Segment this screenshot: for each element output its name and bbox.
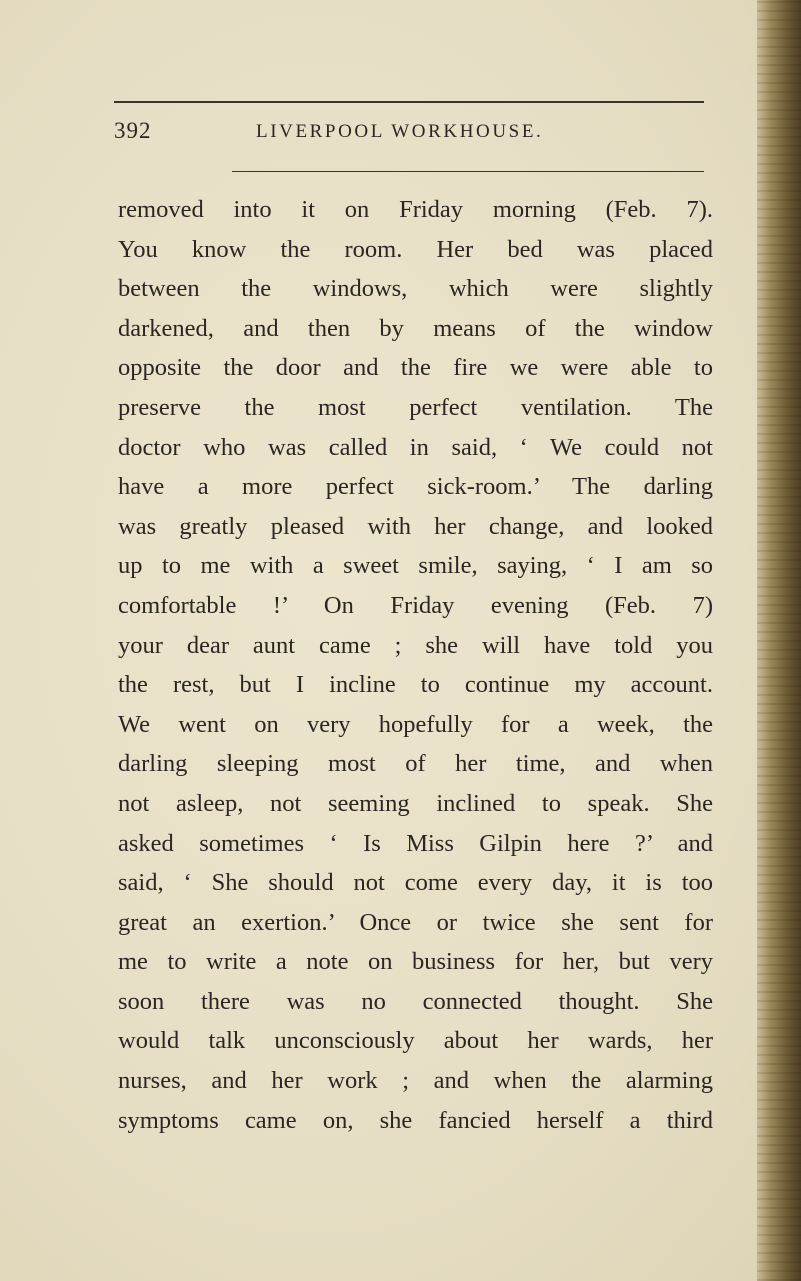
text-line: between the windows, which were slightly xyxy=(118,275,713,303)
text-line: comfortable !’ On Friday evening (Feb. 7) xyxy=(118,591,713,619)
text-line: great an exertion.’ Once or twice she sent for xyxy=(118,908,713,936)
text-line: asked sometimes ‘ Is Miss Gilpin here ?’ and xyxy=(118,829,713,857)
text-line: your dear aunt came ; she will have told you xyxy=(118,631,713,659)
text-line: would talk unconsciously about her wards, her xyxy=(118,1027,713,1055)
text-line: the rest, but I incline to continue my account. xyxy=(118,671,713,699)
text-line: removed into it on Friday morning (Feb. 7). xyxy=(118,196,713,223)
text-line: darkened, and then by means of the window xyxy=(118,314,713,342)
header-rule-top xyxy=(114,101,704,103)
text-line: was greatly pleased with her change, and looked xyxy=(118,512,713,540)
text-line: We went on very hopefully for a week, the xyxy=(118,710,713,738)
text-line: opposite the door and the fire we were able to xyxy=(118,354,713,382)
page-header xyxy=(114,118,704,152)
text-line: up to me with a sweet smile, saying, ‘ I am so xyxy=(118,552,713,580)
text-line: nurses, and her work ; and when the alarming xyxy=(118,1067,713,1095)
running-head: LIVERPOOL WORKHOUSE. xyxy=(256,121,544,142)
text-line: me to write a note on business for her, but very xyxy=(118,948,713,976)
body-paragraph xyxy=(118,190,713,1140)
text-line: doctor who was called in said, ‘ We could not xyxy=(118,433,713,461)
header-rule-bottom xyxy=(232,171,704,172)
text-line: soon there was no connected thought. She xyxy=(118,987,713,1015)
text-line: You know the room. Her bed was placed xyxy=(118,235,713,263)
spine-texture xyxy=(757,0,801,1281)
text-line: symptoms came on, she fancied herself a third xyxy=(118,1106,713,1134)
text-line: said, ‘ She should not come every day, it is too xyxy=(118,869,713,897)
page-number: 392 xyxy=(114,118,152,143)
text-line: preserve the most perfect ventilation. The xyxy=(118,393,713,421)
text-line: darling sleeping most of her time, and when xyxy=(118,750,713,778)
text-line: not asleep, not seeming inclined to speak. She xyxy=(118,789,713,817)
text-line: have a more perfect sick-room.’ The darling xyxy=(118,473,713,501)
